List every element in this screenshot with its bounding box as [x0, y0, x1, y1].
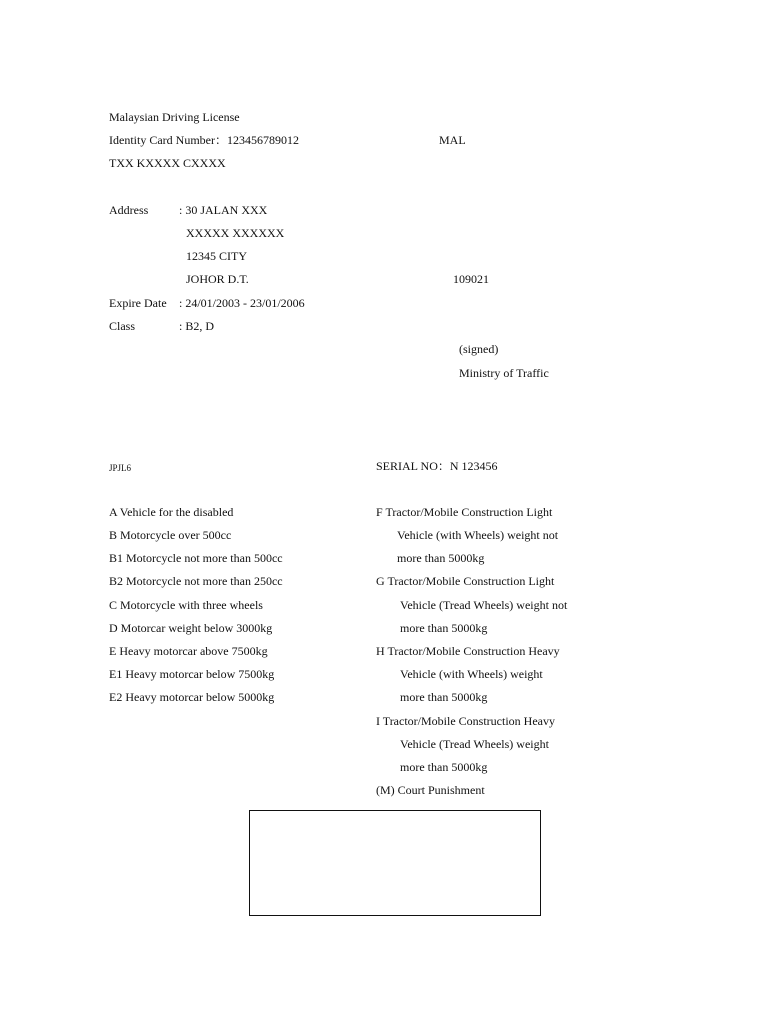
class-item: B Motorcycle over 500cc [109, 528, 232, 542]
class-item: B2 Motorcycle not more than 250cc [109, 574, 283, 588]
class-item-continued: Vehicle (with Wheels) weight [400, 667, 543, 681]
class-label: Class [109, 319, 136, 333]
license-title: Malaysian Driving License [109, 110, 240, 124]
court-punishment-item: (M) Court Punishment [376, 783, 485, 797]
class-item-continued: Vehicle (Tread Wheels) weight not [400, 598, 568, 612]
class-item: D Motorcar weight below 3000kg [109, 621, 273, 635]
address-line-2: XXXXX XXXXXX [186, 226, 285, 240]
class-item: E Heavy motorcar above 7500kg [109, 644, 268, 658]
address-line-4: JOHOR D.T. [186, 272, 249, 286]
class-item-continued: Vehicle (Tread Wheels) weight [400, 737, 549, 751]
serial-number: SERIAL NO：N 123456 [376, 459, 498, 473]
class-item: H Tractor/Mobile Construction Heavy [376, 644, 560, 658]
class-item: I Tractor/Mobile Construction Heavy [376, 714, 555, 728]
class-item-continued: more than 5000kg [400, 760, 488, 774]
address-label: Address [109, 203, 149, 217]
class-item: B1 Motorcycle not more than 500cc [109, 551, 283, 565]
form-code: JPJL6 [109, 463, 132, 473]
class-item-continued: Vehicle (with Wheels) weight not [397, 528, 559, 542]
class-item: C Motorcycle with three wheels [109, 598, 263, 612]
class-item: E2 Heavy motorcar below 5000kg [109, 690, 275, 704]
expire-date-label: Expire Date [109, 296, 167, 310]
class-item: G Tractor/Mobile Construction Light [376, 574, 555, 588]
class-item-continued: more than 5000kg [400, 690, 488, 704]
class-item: A Vehicle for the disabled [109, 505, 234, 519]
address-line-1: : 30 JALAN XXX [179, 203, 268, 217]
class-value: : B2, D [179, 319, 215, 333]
identity-card-number: Identity Card Number：123456789012 [109, 133, 299, 147]
holder-name: TXX KXXXX CXXXX [109, 156, 226, 170]
class-item-continued: more than 5000kg [400, 621, 488, 635]
postcode-ref: 109021 [453, 272, 489, 286]
country-code: MAL [439, 133, 466, 147]
issuing-authority: Ministry of Traffic [459, 366, 549, 380]
court-punishment-box [249, 810, 541, 916]
class-item: F Tractor/Mobile Construction Light [376, 505, 553, 519]
class-item: E1 Heavy motorcar below 7500kg [109, 667, 275, 681]
class-item-continued: more than 5000kg [397, 551, 485, 565]
signature-note: (signed) [459, 342, 499, 356]
address-line-3: 12345 CITY [186, 249, 247, 263]
expire-date-value: : 24/01/2003 - 23/01/2006 [179, 296, 305, 310]
